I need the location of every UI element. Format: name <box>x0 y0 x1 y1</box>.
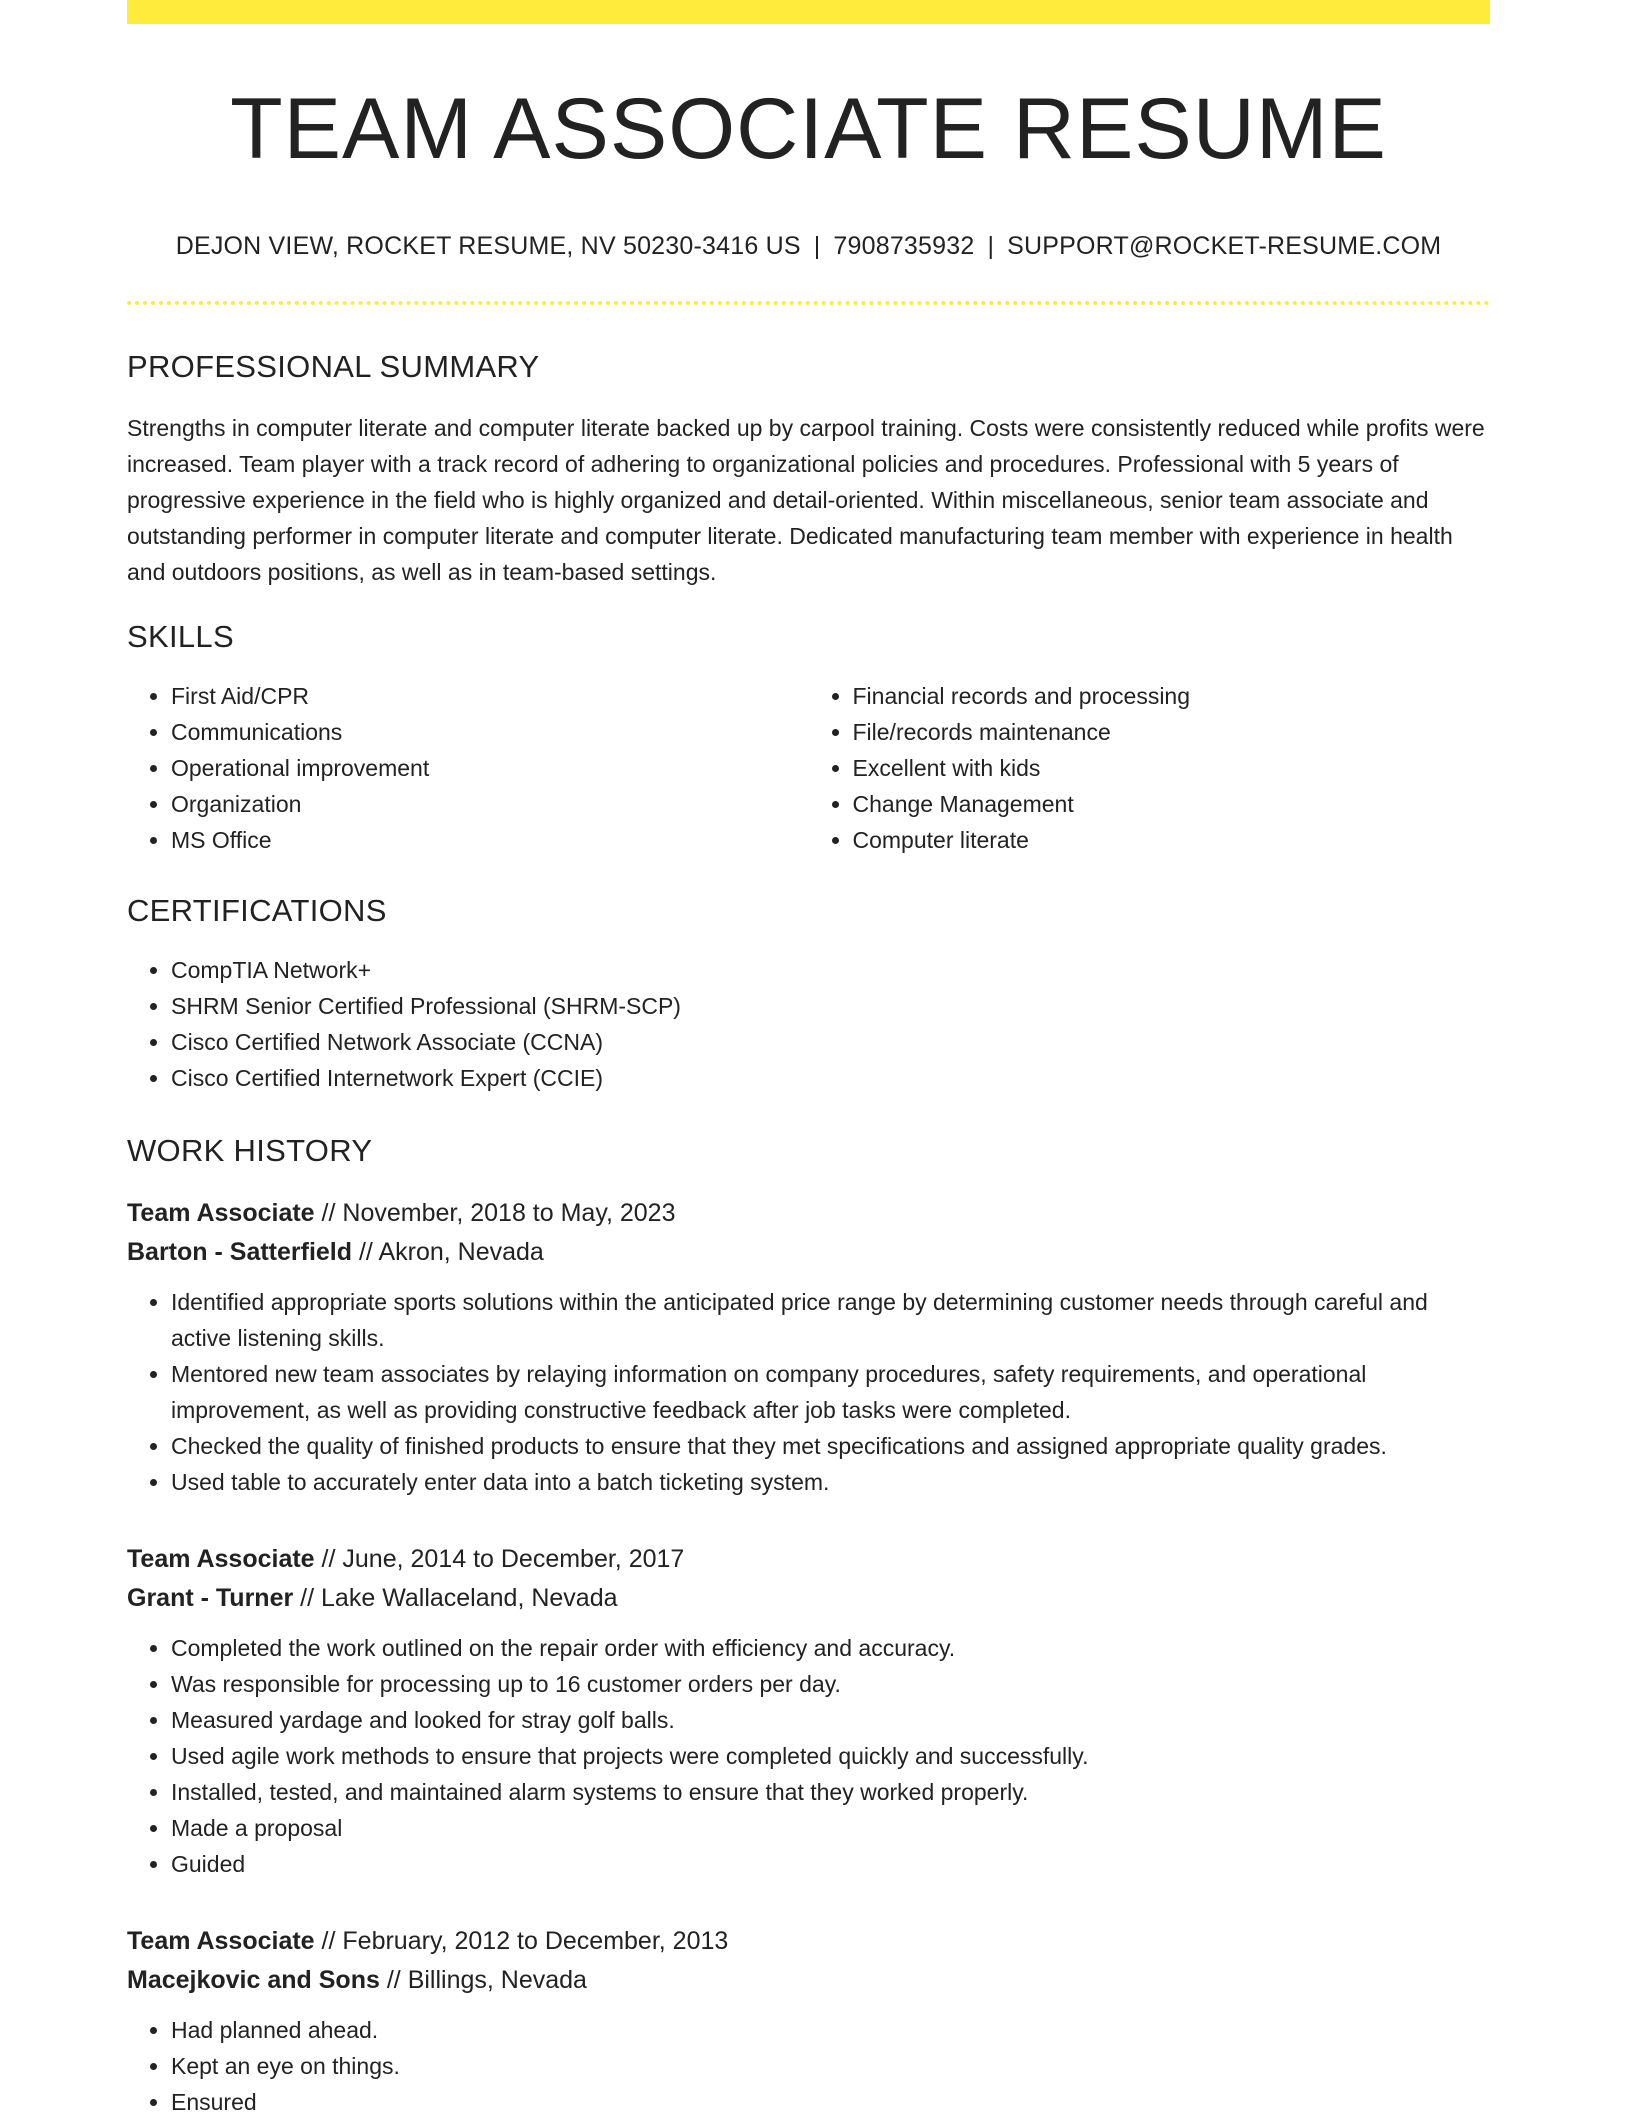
section-heading: CERTIFICATIONS <box>127 893 387 928</box>
job-title-line <box>127 1194 1490 1233</box>
job-bullet: • Made a proposal <box>171 1810 1490 1846</box>
job-title: Team Associate <box>127 1927 315 1955</box>
job-separator: // <box>321 1545 336 1573</box>
job-company-line <box>127 1233 1490 1272</box>
job-location: Billings, Nevada <box>407 1966 587 1994</box>
skill-item: • Change Management <box>853 786 1491 822</box>
job-bullet: • Mentored new team associates by relaying information on company procedures, safety requirements, and operational improvement, as well as providing constructive feedback after job tasks were completed. <box>171 1356 1490 1428</box>
certifications-list <box>127 952 1490 1096</box>
job-entry <box>127 1922 1490 2112</box>
job-company: Grant - Turner <box>127 1584 294 1612</box>
job-bullets <box>127 1284 1490 1500</box>
job-bullet: • Ensured <box>171 2084 1490 2112</box>
skills-list-left <box>127 678 809 858</box>
job-title: Team Associate <box>127 1545 315 1573</box>
resume-content <box>127 0 1490 2112</box>
job-title: Team Associate <box>127 1199 315 1227</box>
job-separator: // <box>386 1966 401 1994</box>
job-bullet: • Installed, tested, and maintained alarm systems to ensure that they worked properly. <box>171 1774 1490 1810</box>
job-bullet: • Had planned ahead. <box>171 2012 1490 2048</box>
job-bullet: • Kept an eye on things. <box>171 2048 1490 2084</box>
job-title-line <box>127 1540 1490 1579</box>
job-title-line <box>127 1922 1490 1961</box>
job-bullets <box>127 2012 1490 2112</box>
job-separator: // <box>300 1584 315 1612</box>
job-location: Lake Wallaceland, Nevada <box>321 1584 618 1612</box>
section-heading: SKILLS <box>127 619 234 654</box>
resume-title: TEAM ASSOCIATE RESUME <box>230 81 1387 177</box>
contact-line <box>127 230 1490 262</box>
job-bullets <box>127 1630 1490 1882</box>
certification-item: • Cisco Certified Internetwork Expert (CCIE) <box>171 1060 1490 1096</box>
job-bullet: • Used agile work methods to ensure that projects were completed quickly and successfully. <box>171 1738 1490 1774</box>
skills-columns <box>127 678 1490 858</box>
contact-separator: | <box>813 232 821 260</box>
job-separator: // <box>358 1238 373 1266</box>
contact-separator: | <box>987 232 995 260</box>
job-company-line <box>127 1961 1490 2000</box>
job-bullet: • Completed the work outlined on the repair order with efficiency and accuracy. <box>171 1630 1490 1666</box>
job-company: Barton - Satterfield <box>127 1238 353 1266</box>
skill-item: • Excellent with kids <box>853 750 1491 786</box>
certifications-section <box>127 892 1490 1096</box>
section-heading: PROFESSIONAL SUMMARY <box>127 349 540 384</box>
certification-item: • Cisco Certified Network Associate (CCNA) <box>171 1024 1490 1060</box>
skills-list-right <box>809 678 1491 858</box>
job-separator: // <box>321 1927 336 1955</box>
contact-email: SUPPORT@ROCKET-RESUME.COM <box>1007 232 1442 260</box>
job-entry <box>127 1194 1490 1500</box>
job-location: Akron, Nevada <box>378 1238 544 1266</box>
job-bullet: • Was responsible for processing up to 16 customer orders per day. <box>171 1666 1490 1702</box>
skill-item: • Organization <box>171 786 809 822</box>
professional-summary-section <box>127 348 1490 590</box>
skills-section <box>127 618 1490 858</box>
skill-item: • Financial records and processing <box>853 678 1491 714</box>
job-bullet: • Identified appropriate sports solutions within the anticipated price range by determining customer needs through careful and active listening skills. <box>171 1284 1490 1356</box>
summary-text: Strengths in computer literate and computer literate backed up by carpool training. Costs were consistently reduced while profits were increased. Team player with a track record of adhering to organizational policies and procedures. Professional with 5 years of progressive experience in the field who is highly organized and detail-oriented. Within miscellaneous, senior team associate and outstanding performer in computer literate and computer literate. Dedicated manufacturing team member with experience in health and outdoors positions, as well as in team-based settings. <box>127 415 1485 585</box>
job-company-line <box>127 1579 1490 1618</box>
contact-phone: 7908735932 <box>833 232 975 260</box>
job-dates: February, 2012 to December, 2013 <box>342 1927 729 1955</box>
skill-item: • Communications <box>171 714 809 750</box>
job-dates: November, 2018 to May, 2023 <box>342 1199 676 1227</box>
skill-item: • First Aid/CPR <box>171 678 809 714</box>
skill-item: • File/records maintenance <box>853 714 1491 750</box>
skill-item: • Computer literate <box>853 822 1491 858</box>
certification-item: • CompTIA Network+ <box>171 952 1490 988</box>
skill-item: • MS Office <box>171 822 809 858</box>
job-separator: // <box>321 1199 336 1227</box>
job-entry <box>127 1540 1490 1882</box>
certification-item: • SHRM Senior Certified Professional (SHRM-SCP) <box>171 988 1490 1024</box>
section-heading: WORK HISTORY <box>127 1133 373 1168</box>
job-bullet: • Checked the quality of finished products to ensure that they met specifications and assigned appropriate quality grades. <box>171 1428 1490 1464</box>
work-history-section <box>127 1132 1490 2112</box>
job-bullet: • Measured yardage and looked for stray golf balls. <box>171 1702 1490 1738</box>
job-bullet: • Used table to accurately enter data into a batch ticketing system. <box>171 1464 1490 1500</box>
skill-item: • Operational improvement <box>171 750 809 786</box>
job-dates: June, 2014 to December, 2017 <box>342 1545 685 1573</box>
job-company: Macejkovic and Sons <box>127 1966 380 1994</box>
dotted-divider <box>127 301 1490 305</box>
job-bullet: • Guided <box>171 1846 1490 1882</box>
contact-address: DEJON VIEW, ROCKET RESUME, NV 50230-3416 US <box>175 232 801 260</box>
